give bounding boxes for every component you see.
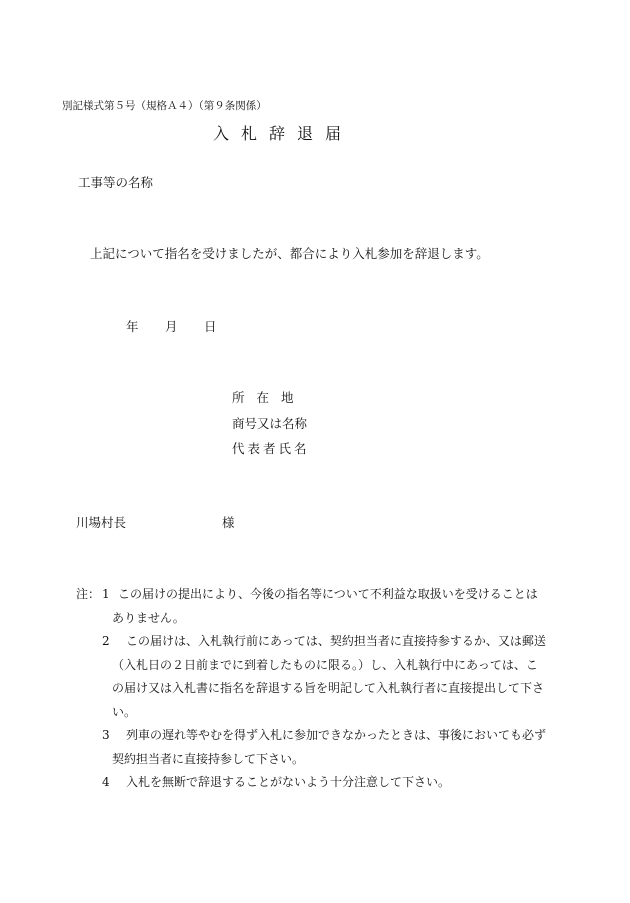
- withdrawal-statement: 上記について指名を受けましたが、都合により入札参加を辞退します。: [90, 246, 489, 261]
- works-name-label: 工事等の名称: [78, 175, 154, 190]
- note-item-2: [76, 630, 576, 654]
- note-number: 2: [102, 634, 110, 648]
- note-text: （入札日の２日前までに到着したものに限る。）し、入札執行中にあっては、こ: [112, 657, 538, 672]
- address-label: 所在地: [232, 390, 306, 405]
- note-number: 3: [102, 728, 110, 742]
- note-text: ありません。: [112, 610, 185, 625]
- note-item-3: [76, 724, 576, 748]
- addressee: 川場村長: [76, 515, 127, 530]
- note-item-1: [76, 583, 576, 607]
- representative-name-label: 代表者氏名: [232, 441, 310, 456]
- note-text: この届けは、入札執行前にあっては、契約担当者に直接持参するか、又は郵送: [126, 634, 546, 648]
- note-text: 列車の遅れ等やむを得ず入札に参加できなかったときは、事後においても必ず: [126, 728, 547, 742]
- note-number: 4: [102, 775, 110, 789]
- company-name-label: 商号又は名称: [232, 416, 308, 431]
- date-year-label: 年: [126, 319, 139, 334]
- note-number: 1: [102, 587, 110, 601]
- note-text: 入札を無断で辞退することがないよう十分注意して下さい。: [126, 775, 451, 789]
- document-title: 入札辞退届: [213, 124, 354, 143]
- date-month-label: 月: [165, 319, 178, 334]
- notes-label: 注：: [76, 587, 101, 601]
- note-text: この届けの提出により、今後の指名等について不利益な取扱いを受けることは: [118, 587, 538, 601]
- note-text: 契約担当者に直接持参して下さい。: [112, 751, 305, 766]
- note-text: の届け又は入札書に指名を辞退する旨を明記して入札執行者に直接提出して下さ: [112, 681, 545, 695]
- notes-section: [76, 583, 576, 795]
- form-id: 別記様式第５号（規格Ａ４）（第９条関係）: [62, 100, 267, 112]
- note-text: い。: [112, 704, 137, 719]
- note-item-4: [76, 771, 576, 795]
- date-day-label: 日: [204, 319, 217, 334]
- honorific: 様: [222, 515, 235, 530]
